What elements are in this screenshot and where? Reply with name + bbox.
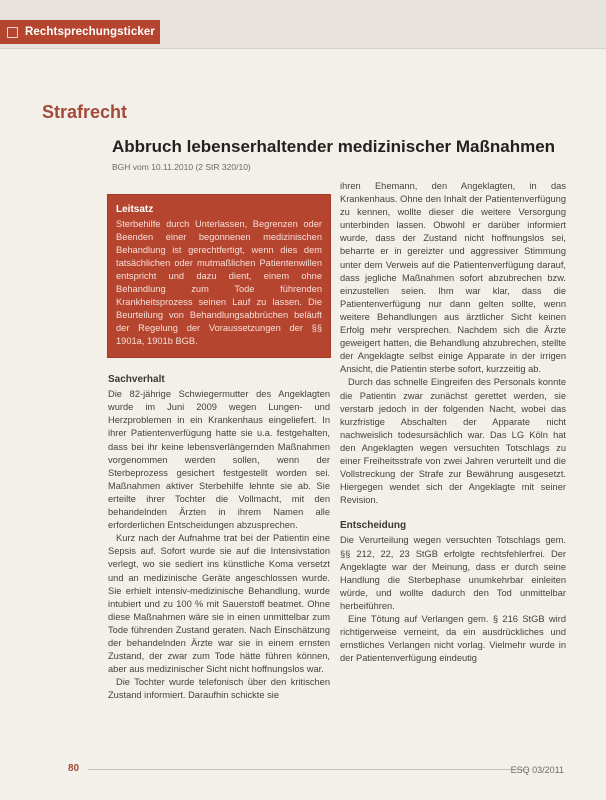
section-title: Strafrecht <box>42 102 128 122</box>
header-bar <box>0 0 606 49</box>
issue-label: ESQ 03/2011 <box>510 765 564 775</box>
leitsatz-heading: Leitsatz <box>116 204 154 215</box>
sachverhalt-paragraph: Kurz nach der Aufnahme trat bei der Patientin eine Sepsis auf. Sofort wurde sie auf die Intensivstation verlegt, wo sie sediert ins künstliche Koma versetzt und an medizinische Geräte angeschlossen wurde. Sie erhielt intensiv-medizinische Behandlung, wurde intubiert und zu 100 % mit Sauerstoff beatmet. Ohne diese Maßnahmen wäre sie in einen unmittelbar zum Tode führenden Zustand geraten. Nach Einschätzung der behandelnden Ärzte war sie in einem ernsten Zustand, der zwar zum Tode hätte führen können, aber aus medizinischer Sicht nicht hoffnungslos war. <box>108 533 330 675</box>
leitsatz-box <box>108 195 330 357</box>
body-paragraph: Durch das schnelle Eingreifen des Personals konnte die Patientin zwar zunächst gerettet werden, sie verstarb jedoch in der folgenden Nacht, wobei das kurzfristige Abschalten der Apparate nicht nachweislich todesursächlich war. Das LG Köln hat den Angeklagten wegen versuchten Totschlags zu einer Freiheitsstrafe von zwei Jahren verurteilt und die Vollstreckung der Strafe zur Bewährung ausgesetzt. Hiergegen wendet sich der Angeklagte mit seiner Revision. <box>340 377 566 506</box>
entscheidung-paragraph: Eine Tötung auf Verlangen gem. § 216 StGB wird richtigerweise verneint, da ein ausdrückliches und ernstliches Verlangen nicht vorlag. Vielmehr wurde in der Patientenverfügung eindeutig <box>340 614 566 664</box>
article-title: Abbruch lebenserhaltender medizinischer Maßnahmen <box>112 137 556 156</box>
spacer <box>340 507 566 519</box>
section-tab-label: Rechtsprechungsticker <box>25 26 155 38</box>
right-column <box>340 180 566 665</box>
left-column <box>108 195 330 702</box>
entscheidung-heading: Entscheidung <box>340 520 407 532</box>
footer-divider <box>88 769 528 770</box>
page-number: 80 <box>68 763 80 774</box>
square-icon <box>7 27 18 38</box>
section-tab <box>0 20 160 44</box>
sachverhalt-paragraph: Die 82-jährige Schwiegermutter des Angeklagten wurde im Juni 2009 wegen Lungen- und Herzproblemen in ein Krankenhaus eingeliefert. In ihrer Patientenverfügung hatte sie u.a. festgehalten, dass bei ihr keine lebensverlängernden Maßnahmen vorgenommen werden sollen, wenn der Sterbeprozess gesichert festgestellt worden sei. Maßnahmen aktiver Sterbehilfe lehnte sie ab. Sie erteilte ihrer Tochter die Vollmacht, mit den behandelnden Ärzten in ihrem Namen alle erforderlichen Entscheidungen abzusprechen. <box>108 389 330 531</box>
sachverhalt-paragraph: Die Tochter wurde telefonisch über den kritischen Zustand informiert. Daraufhin schickte sie <box>108 677 330 701</box>
body-paragraph: ihren Ehemann, den Angeklagten, in das Krankenhaus. Ohne den Inhalt der Patientenverfügung zu kennen, wollte dieser die weitere Versorgung unterbinden lassen. Obwohl er darüber informiert wurde, dass der Zustand nicht hoffnungslos sei, beharrte er in gereizter und aggressiver Stimmung unter dem Verweis auf die Patientenverfügung darauf, dass jegliche Maßnahmen sofort abzubrechen bzw. einzustellen seien. Ihm war klar, dass die Patientenverfügung nur dann gelten sollte, wenn weitere Behandlungen aus ärztlicher Sicht keinen Erfolg mehr versprechen. Nachdem sich die Ärzte geweigert hatten, die Behandlung abzubrechen, stellte der Angeklagte selbst einige Apparate in der irrigen Ansicht, die Patientin sterbe sofort, kurzzeitig ab. <box>340 181 566 375</box>
sachverhalt-heading: Sachverhalt <box>108 374 165 386</box>
entscheidung-paragraph: Die Verurteilung wegen versuchten Totschlags gem. §§ 212, 22, 23 StGB erfolgte rechtsfehlerfrei. Der Angeklagte war der Meinung, dass er durch seine Handlung die Sterbephase unumkehrbar einleiten würde, und wollte dadurch den Tod unmittelbar herbeiführen. <box>340 535 566 611</box>
article-reference: BGH vom 10.11.2010 (2 StR 320/10) <box>112 162 251 172</box>
leitsatz-text: Sterbehilfe durch Unterlassen, Begrenzen oder Beenden einer begonnenen medizinischen Behandlung ist gerechtfertigt, wenn dies dem tatsächlichen oder mutmaßlichen Patientenwillen entspricht und dazu dient, einem ohne Behandlung zum Tode führenden Krankheitsprozess seinen Lauf zu lassen. Die Beurteilung von Behandlungsabbrüchen beläuft der Regelung der Voraussetzungen der §§ 1901a, 1901b BGB. <box>116 219 322 347</box>
